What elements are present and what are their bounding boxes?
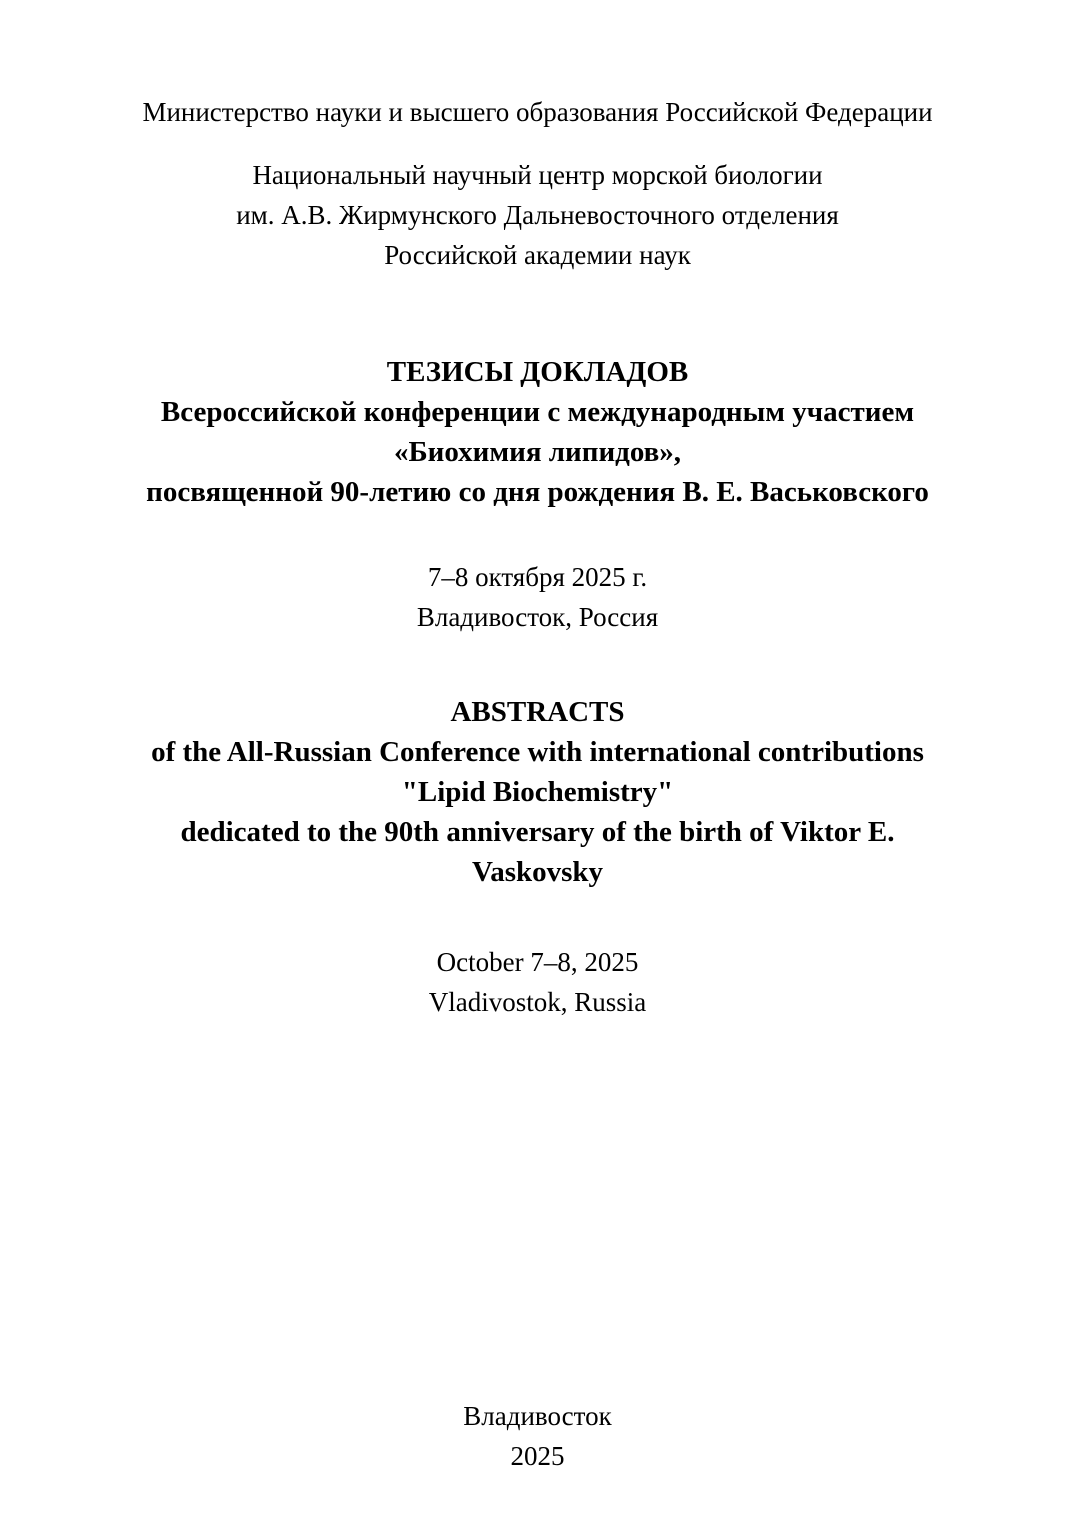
date-english-line: October 7–8, 2025: [436, 947, 639, 977]
title-english-block: [0, 692, 1075, 892]
date-russian-block: [0, 557, 1075, 637]
title-english-line-2: of the All-Russian Conference with international contributions: [151, 736, 924, 768]
organization-line-3: Российской академии наук: [384, 240, 691, 270]
ministry-line: Министерство науки и высшего образования Российской Федерации: [142, 97, 933, 127]
organization-line-1: Национальный научный центр морской биологии: [252, 160, 823, 190]
title-russian-line-1: ТЕЗИСЫ ДОКЛАДОВ: [386, 356, 689, 388]
place-russian-line: Владивосток, Россия: [416, 602, 659, 632]
title-russian-line-3: «Биохимия липидов»,: [393, 436, 682, 468]
date-russian-line: 7–8 октября 2025 г.: [427, 562, 648, 592]
title-russian-block: [0, 352, 1075, 512]
imprint-year-line: 2025: [510, 1441, 565, 1471]
title-english-line-5: Vaskovsky: [471, 856, 604, 888]
date-english-block: [0, 942, 1075, 1022]
title-russian-line-4: посвященной 90-летию со дня рождения В. Е. Васьковского: [146, 476, 929, 508]
imprint-block: [0, 1396, 1075, 1476]
title-english-line-4: dedicated to the 90th anniversary of the birth of Viktor E.: [180, 816, 895, 848]
organization-line-2: им. А.В. Жирмунского Дальневосточного отделения: [236, 200, 839, 230]
title-english-line-1: ABSTRACTS: [450, 696, 625, 728]
place-english-line: Vladivostok, Russia: [428, 987, 647, 1017]
title-english-line-3: "Lipid Biochemistry": [401, 776, 674, 808]
title-russian-line-2: Всероссийской конференции с международным участием: [160, 396, 915, 428]
organization-block: [0, 155, 1075, 275]
imprint-city-line: Владивосток: [463, 1401, 612, 1431]
